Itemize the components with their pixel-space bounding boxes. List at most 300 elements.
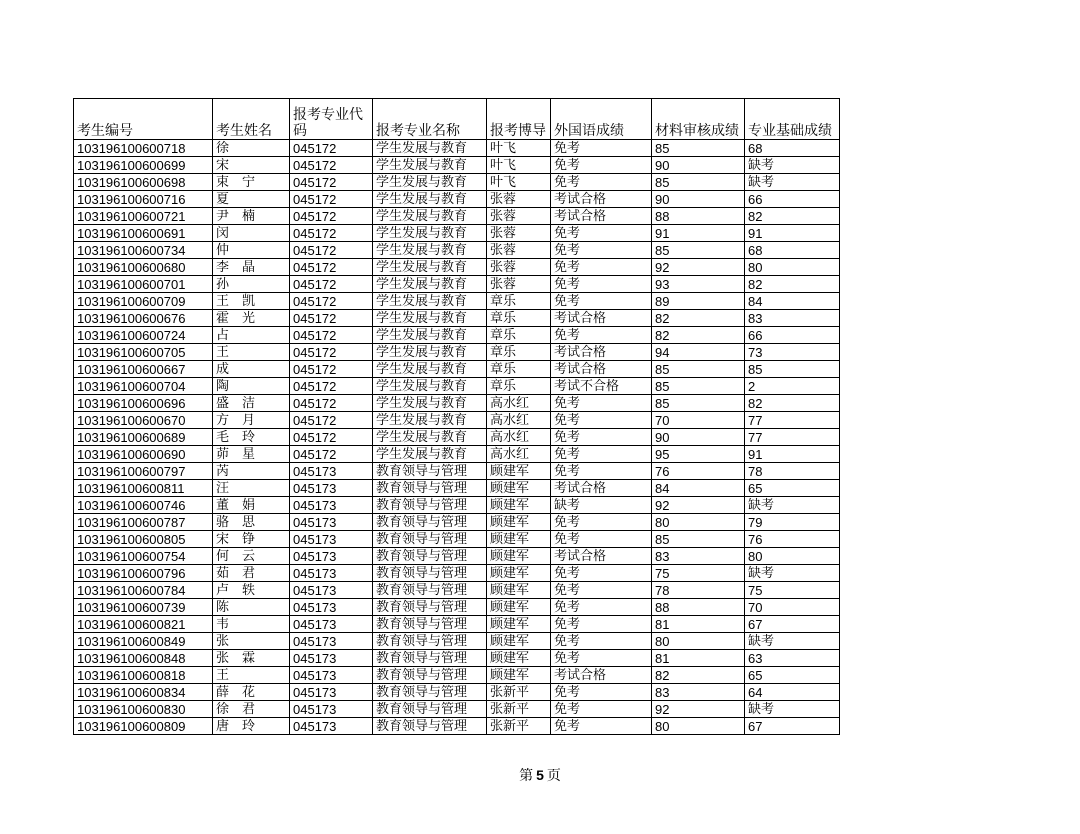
cell-material-review: 78 bbox=[652, 582, 745, 599]
cell-name: 唐 玲 bbox=[213, 718, 290, 735]
cell-foreign-language: 免考 bbox=[551, 225, 652, 242]
cell-major-basics: 66 bbox=[745, 327, 840, 344]
cell-material-review: 88 bbox=[652, 599, 745, 616]
table-row bbox=[74, 548, 840, 565]
table-row bbox=[74, 327, 840, 344]
cell-major-code: 045173 bbox=[290, 548, 373, 565]
cell-material-review: 76 bbox=[652, 463, 745, 480]
cell-major-name: 学生发展与教育 bbox=[373, 174, 487, 191]
cell-major-code: 045172 bbox=[290, 429, 373, 446]
cell-foreign-language: 免考 bbox=[551, 701, 652, 718]
table-row bbox=[74, 225, 840, 242]
cell-material-review: 90 bbox=[652, 429, 745, 446]
cell-foreign-language: 考试合格 bbox=[551, 361, 652, 378]
cell-exam-id: 103196100600718 bbox=[74, 140, 213, 157]
cell-exam-id: 103196100600689 bbox=[74, 429, 213, 446]
cell-major-code: 045173 bbox=[290, 667, 373, 684]
table-row bbox=[74, 446, 840, 463]
cell-name: 茆 星 bbox=[213, 446, 290, 463]
cell-major-code: 045172 bbox=[290, 412, 373, 429]
cell-foreign-language: 免考 bbox=[551, 174, 652, 191]
cell-exam-id: 103196100600690 bbox=[74, 446, 213, 463]
cell-major-code: 045173 bbox=[290, 514, 373, 531]
cell-name: 徐 君 bbox=[213, 701, 290, 718]
cell-exam-id: 103196100600705 bbox=[74, 344, 213, 361]
cell-name: 骆 思 bbox=[213, 514, 290, 531]
table-row bbox=[74, 701, 840, 718]
cell-major-name: 教育领导与管理 bbox=[373, 480, 487, 497]
table-row bbox=[74, 395, 840, 412]
cell-major-basics: 缺考 bbox=[745, 633, 840, 650]
cell-supervisor: 顾建军 bbox=[487, 463, 551, 480]
cell-name: 卢 轶 bbox=[213, 582, 290, 599]
cell-foreign-language: 免考 bbox=[551, 276, 652, 293]
cell-major-basics: 65 bbox=[745, 480, 840, 497]
table-row bbox=[74, 412, 840, 429]
table-row bbox=[74, 429, 840, 446]
cell-major-name: 学生发展与教育 bbox=[373, 191, 487, 208]
cell-supervisor: 张蓉 bbox=[487, 191, 551, 208]
cell-major-code: 045172 bbox=[290, 157, 373, 174]
cell-major-name: 学生发展与教育 bbox=[373, 259, 487, 276]
cell-major-code: 045172 bbox=[290, 395, 373, 412]
cell-material-review: 92 bbox=[652, 497, 745, 514]
cell-major-name: 学生发展与教育 bbox=[373, 276, 487, 293]
cell-name: 汪 bbox=[213, 480, 290, 497]
table-row bbox=[74, 650, 840, 667]
table-row bbox=[74, 684, 840, 701]
cell-foreign-language: 免考 bbox=[551, 140, 652, 157]
cell-major-name: 教育领导与管理 bbox=[373, 514, 487, 531]
table-row bbox=[74, 140, 840, 157]
table-row bbox=[74, 667, 840, 684]
cell-major-name: 学生发展与教育 bbox=[373, 361, 487, 378]
table-row bbox=[74, 378, 840, 395]
cell-exam-id: 103196100600716 bbox=[74, 191, 213, 208]
cell-supervisor: 顾建军 bbox=[487, 667, 551, 684]
cell-major-basics: 80 bbox=[745, 548, 840, 565]
cell-major-name: 教育领导与管理 bbox=[373, 718, 487, 735]
cell-exam-id: 103196100600797 bbox=[74, 463, 213, 480]
cell-major-code: 045173 bbox=[290, 718, 373, 735]
table-body bbox=[74, 140, 840, 735]
cell-material-review: 85 bbox=[652, 531, 745, 548]
cell-supervisor: 张蓉 bbox=[487, 208, 551, 225]
table-row bbox=[74, 276, 840, 293]
cell-name: 茹 君 bbox=[213, 565, 290, 582]
cell-major-name: 学生发展与教育 bbox=[373, 293, 487, 310]
cell-material-review: 84 bbox=[652, 480, 745, 497]
cell-major-code: 045172 bbox=[290, 242, 373, 259]
cell-material-review: 80 bbox=[652, 633, 745, 650]
page-number: 5 bbox=[536, 767, 544, 783]
cell-exam-id: 103196100600691 bbox=[74, 225, 213, 242]
cell-major-code: 045172 bbox=[290, 293, 373, 310]
cell-supervisor: 章乐 bbox=[487, 344, 551, 361]
cell-exam-id: 103196100600739 bbox=[74, 599, 213, 616]
cell-exam-id: 103196100600796 bbox=[74, 565, 213, 582]
table-row bbox=[74, 361, 840, 378]
cell-material-review: 90 bbox=[652, 191, 745, 208]
cell-major-code: 045173 bbox=[290, 565, 373, 582]
cell-supervisor: 章乐 bbox=[487, 361, 551, 378]
cell-material-review: 81 bbox=[652, 650, 745, 667]
cell-foreign-language: 免考 bbox=[551, 684, 652, 701]
table-row bbox=[74, 497, 840, 514]
cell-major-basics: 73 bbox=[745, 344, 840, 361]
cell-major-name: 学生发展与教育 bbox=[373, 225, 487, 242]
cell-exam-id: 103196100600701 bbox=[74, 276, 213, 293]
cell-major-basics: 75 bbox=[745, 582, 840, 599]
header-major-basics: 专业基础成绩 bbox=[745, 99, 840, 140]
cell-major-basics: 80 bbox=[745, 259, 840, 276]
page-footer bbox=[0, 765, 1080, 785]
page-suffix: 页 bbox=[546, 768, 561, 784]
header-supervisor: 报考博导 bbox=[487, 99, 551, 140]
table-row bbox=[74, 514, 840, 531]
cell-name: 张 bbox=[213, 633, 290, 650]
cell-major-name: 教育领导与管理 bbox=[373, 633, 487, 650]
cell-exam-id: 103196100600699 bbox=[74, 157, 213, 174]
cell-name: 闵 bbox=[213, 225, 290, 242]
table-row bbox=[74, 480, 840, 497]
table-row bbox=[74, 157, 840, 174]
cell-supervisor: 顾建军 bbox=[487, 531, 551, 548]
cell-material-review: 85 bbox=[652, 361, 745, 378]
cell-exam-id: 103196100600830 bbox=[74, 701, 213, 718]
cell-material-review: 91 bbox=[652, 225, 745, 242]
table-row bbox=[74, 310, 840, 327]
header-major-code: 报考专业代码 bbox=[290, 99, 373, 140]
cell-supervisor: 顾建军 bbox=[487, 599, 551, 616]
cell-major-code: 045173 bbox=[290, 463, 373, 480]
table-row bbox=[74, 463, 840, 480]
cell-major-basics: 76 bbox=[745, 531, 840, 548]
cell-material-review: 81 bbox=[652, 616, 745, 633]
cell-major-basics: 缺考 bbox=[745, 157, 840, 174]
cell-name: 盛 洁 bbox=[213, 395, 290, 412]
cell-name: 薛 花 bbox=[213, 684, 290, 701]
cell-supervisor: 顾建军 bbox=[487, 633, 551, 650]
header-foreign-language: 外国语成绩 bbox=[551, 99, 652, 140]
table-row bbox=[74, 344, 840, 361]
cell-name: 夏 bbox=[213, 191, 290, 208]
cell-supervisor: 顾建军 bbox=[487, 650, 551, 667]
cell-name: 尹 楠 bbox=[213, 208, 290, 225]
table-row bbox=[74, 174, 840, 191]
cell-foreign-language: 考试合格 bbox=[551, 191, 652, 208]
cell-material-review: 75 bbox=[652, 565, 745, 582]
cell-name: 陈 bbox=[213, 599, 290, 616]
cell-major-basics: 68 bbox=[745, 242, 840, 259]
cell-major-code: 045172 bbox=[290, 225, 373, 242]
cell-foreign-language: 考试合格 bbox=[551, 480, 652, 497]
cell-exam-id: 103196100600784 bbox=[74, 582, 213, 599]
cell-supervisor: 顾建军 bbox=[487, 514, 551, 531]
header-exam-id: 考生编号 bbox=[74, 99, 213, 140]
cell-exam-id: 103196100600746 bbox=[74, 497, 213, 514]
cell-material-review: 80 bbox=[652, 514, 745, 531]
cell-major-basics: 84 bbox=[745, 293, 840, 310]
cell-material-review: 92 bbox=[652, 701, 745, 718]
header-name: 考生姓名 bbox=[213, 99, 290, 140]
cell-major-name: 学生发展与教育 bbox=[373, 242, 487, 259]
cell-supervisor: 高水红 bbox=[487, 429, 551, 446]
cell-major-code: 045172 bbox=[290, 174, 373, 191]
cell-major-name: 教育领导与管理 bbox=[373, 684, 487, 701]
cell-material-review: 94 bbox=[652, 344, 745, 361]
cell-major-basics: 缺考 bbox=[745, 701, 840, 718]
cell-major-basics: 82 bbox=[745, 276, 840, 293]
cell-name: 韦 bbox=[213, 616, 290, 633]
cell-foreign-language: 考试不合格 bbox=[551, 378, 652, 395]
cell-foreign-language: 考试合格 bbox=[551, 667, 652, 684]
cell-exam-id: 103196100600809 bbox=[74, 718, 213, 735]
cell-foreign-language: 免考 bbox=[551, 293, 652, 310]
cell-supervisor: 张蓉 bbox=[487, 225, 551, 242]
cell-material-review: 82 bbox=[652, 327, 745, 344]
table-row bbox=[74, 582, 840, 599]
cell-name: 芮 bbox=[213, 463, 290, 480]
cell-exam-id: 103196100600787 bbox=[74, 514, 213, 531]
cell-major-code: 045172 bbox=[290, 327, 373, 344]
cell-exam-id: 103196100600667 bbox=[74, 361, 213, 378]
cell-major-code: 045173 bbox=[290, 650, 373, 667]
cell-supervisor: 叶飞 bbox=[487, 140, 551, 157]
cell-material-review: 85 bbox=[652, 140, 745, 157]
table-row bbox=[74, 616, 840, 633]
cell-foreign-language: 免考 bbox=[551, 599, 652, 616]
cell-supervisor: 张蓉 bbox=[487, 242, 551, 259]
cell-material-review: 90 bbox=[652, 157, 745, 174]
cell-material-review: 83 bbox=[652, 548, 745, 565]
cell-material-review: 80 bbox=[652, 718, 745, 735]
cell-foreign-language: 考试合格 bbox=[551, 548, 652, 565]
cell-foreign-language: 免考 bbox=[551, 395, 652, 412]
cell-foreign-language: 免考 bbox=[551, 463, 652, 480]
cell-material-review: 85 bbox=[652, 395, 745, 412]
cell-exam-id: 103196100600676 bbox=[74, 310, 213, 327]
cell-major-code: 045172 bbox=[290, 140, 373, 157]
cell-supervisor: 顾建军 bbox=[487, 548, 551, 565]
cell-supervisor: 高水红 bbox=[487, 395, 551, 412]
cell-supervisor: 叶飞 bbox=[487, 174, 551, 191]
cell-name: 陶 bbox=[213, 378, 290, 395]
cell-major-code: 045172 bbox=[290, 378, 373, 395]
table-row bbox=[74, 565, 840, 582]
cell-major-name: 教育领导与管理 bbox=[373, 463, 487, 480]
table-row bbox=[74, 242, 840, 259]
cell-major-basics: 缺考 bbox=[745, 497, 840, 514]
cell-name: 王 bbox=[213, 667, 290, 684]
cell-supervisor: 高水红 bbox=[487, 412, 551, 429]
cell-major-code: 045173 bbox=[290, 633, 373, 650]
cell-supervisor: 张新平 bbox=[487, 684, 551, 701]
cell-name: 孙 bbox=[213, 276, 290, 293]
cell-major-name: 教育领导与管理 bbox=[373, 701, 487, 718]
cell-material-review: 83 bbox=[652, 684, 745, 701]
cell-foreign-language: 免考 bbox=[551, 446, 652, 463]
cell-major-name: 学生发展与教育 bbox=[373, 395, 487, 412]
cell-foreign-language: 免考 bbox=[551, 582, 652, 599]
cell-major-name: 教育领导与管理 bbox=[373, 650, 487, 667]
cell-major-name: 学生发展与教育 bbox=[373, 327, 487, 344]
cell-material-review: 93 bbox=[652, 276, 745, 293]
cell-major-name: 教育领导与管理 bbox=[373, 667, 487, 684]
cell-major-basics: 64 bbox=[745, 684, 840, 701]
cell-name: 毛 玲 bbox=[213, 429, 290, 446]
cell-major-name: 教育领导与管理 bbox=[373, 565, 487, 582]
cell-material-review: 92 bbox=[652, 259, 745, 276]
cell-foreign-language: 免考 bbox=[551, 718, 652, 735]
cell-major-basics: 2 bbox=[745, 378, 840, 395]
table-row bbox=[74, 191, 840, 208]
cell-major-name: 学生发展与教育 bbox=[373, 208, 487, 225]
cell-major-code: 045173 bbox=[290, 480, 373, 497]
cell-supervisor: 顾建军 bbox=[487, 582, 551, 599]
score-table bbox=[73, 98, 840, 735]
cell-major-code: 045173 bbox=[290, 582, 373, 599]
table-row bbox=[74, 599, 840, 616]
cell-major-code: 045173 bbox=[290, 684, 373, 701]
cell-name: 占 bbox=[213, 327, 290, 344]
cell-name: 方 月 bbox=[213, 412, 290, 429]
cell-major-name: 教育领导与管理 bbox=[373, 548, 487, 565]
cell-material-review: 95 bbox=[652, 446, 745, 463]
cell-major-name: 学生发展与教育 bbox=[373, 429, 487, 446]
cell-name: 张 霖 bbox=[213, 650, 290, 667]
cell-major-basics: 77 bbox=[745, 429, 840, 446]
cell-foreign-language: 免考 bbox=[551, 650, 652, 667]
cell-major-basics: 91 bbox=[745, 446, 840, 463]
cell-material-review: 89 bbox=[652, 293, 745, 310]
cell-name: 王 bbox=[213, 344, 290, 361]
cell-major-name: 教育领导与管理 bbox=[373, 582, 487, 599]
cell-name: 董 娟 bbox=[213, 497, 290, 514]
cell-major-code: 045172 bbox=[290, 259, 373, 276]
cell-name: 宋 铮 bbox=[213, 531, 290, 548]
cell-supervisor: 叶飞 bbox=[487, 157, 551, 174]
cell-major-code: 045172 bbox=[290, 276, 373, 293]
cell-major-name: 教育领导与管理 bbox=[373, 531, 487, 548]
cell-major-code: 045172 bbox=[290, 361, 373, 378]
cell-major-basics: 67 bbox=[745, 718, 840, 735]
cell-major-basics: 67 bbox=[745, 616, 840, 633]
cell-name: 仲 bbox=[213, 242, 290, 259]
cell-major-basics: 77 bbox=[745, 412, 840, 429]
cell-exam-id: 103196100600670 bbox=[74, 412, 213, 429]
cell-major-name: 学生发展与教育 bbox=[373, 412, 487, 429]
cell-exam-id: 103196100600754 bbox=[74, 548, 213, 565]
cell-major-name: 教育领导与管理 bbox=[373, 616, 487, 633]
cell-foreign-language: 免考 bbox=[551, 531, 652, 548]
cell-major-code: 045172 bbox=[290, 446, 373, 463]
cell-supervisor: 顾建军 bbox=[487, 565, 551, 582]
cell-foreign-language: 免考 bbox=[551, 412, 652, 429]
cell-supervisor: 顾建军 bbox=[487, 480, 551, 497]
cell-material-review: 85 bbox=[652, 242, 745, 259]
cell-exam-id: 103196100600849 bbox=[74, 633, 213, 650]
cell-material-review: 82 bbox=[652, 667, 745, 684]
header-major-name: 报考专业名称 bbox=[373, 99, 487, 140]
table-row bbox=[74, 259, 840, 276]
cell-foreign-language: 考试合格 bbox=[551, 344, 652, 361]
cell-supervisor: 章乐 bbox=[487, 378, 551, 395]
cell-name: 成 bbox=[213, 361, 290, 378]
cell-major-basics: 79 bbox=[745, 514, 840, 531]
cell-foreign-language: 考试合格 bbox=[551, 208, 652, 225]
cell-major-code: 045172 bbox=[290, 191, 373, 208]
cell-major-name: 学生发展与教育 bbox=[373, 446, 487, 463]
cell-major-name: 教育领导与管理 bbox=[373, 497, 487, 514]
page-prefix: 第 bbox=[519, 768, 534, 784]
cell-supervisor: 高水红 bbox=[487, 446, 551, 463]
cell-supervisor: 顾建军 bbox=[487, 497, 551, 514]
cell-supervisor: 张新平 bbox=[487, 701, 551, 718]
cell-name: 霍 光 bbox=[213, 310, 290, 327]
cell-exam-id: 103196100600818 bbox=[74, 667, 213, 684]
cell-supervisor: 张新平 bbox=[487, 718, 551, 735]
cell-foreign-language: 免考 bbox=[551, 259, 652, 276]
cell-major-basics: 91 bbox=[745, 225, 840, 242]
cell-major-basics: 85 bbox=[745, 361, 840, 378]
cell-exam-id: 103196100600805 bbox=[74, 531, 213, 548]
cell-major-code: 045173 bbox=[290, 616, 373, 633]
cell-major-code: 045172 bbox=[290, 310, 373, 327]
cell-supervisor: 章乐 bbox=[487, 310, 551, 327]
cell-supervisor: 张蓉 bbox=[487, 259, 551, 276]
cell-foreign-language: 免考 bbox=[551, 616, 652, 633]
cell-major-basics: 缺考 bbox=[745, 174, 840, 191]
cell-major-name: 教育领导与管理 bbox=[373, 599, 487, 616]
table-header-row bbox=[74, 99, 840, 140]
cell-major-basics: 82 bbox=[745, 395, 840, 412]
cell-name: 束 宁 bbox=[213, 174, 290, 191]
cell-major-name: 学生发展与教育 bbox=[373, 140, 487, 157]
cell-exam-id: 103196100600698 bbox=[74, 174, 213, 191]
cell-major-code: 045173 bbox=[290, 599, 373, 616]
cell-name: 宋 bbox=[213, 157, 290, 174]
cell-material-review: 70 bbox=[652, 412, 745, 429]
cell-major-basics: 70 bbox=[745, 599, 840, 616]
cell-major-basics: 82 bbox=[745, 208, 840, 225]
cell-exam-id: 103196100600704 bbox=[74, 378, 213, 395]
cell-foreign-language: 免考 bbox=[551, 514, 652, 531]
cell-exam-id: 103196100600709 bbox=[74, 293, 213, 310]
cell-major-basics: 缺考 bbox=[745, 565, 840, 582]
cell-exam-id: 103196100600680 bbox=[74, 259, 213, 276]
cell-foreign-language: 免考 bbox=[551, 327, 652, 344]
cell-material-review: 82 bbox=[652, 310, 745, 327]
cell-major-name: 学生发展与教育 bbox=[373, 157, 487, 174]
cell-exam-id: 103196100600721 bbox=[74, 208, 213, 225]
cell-exam-id: 103196100600848 bbox=[74, 650, 213, 667]
cell-major-name: 学生发展与教育 bbox=[373, 344, 487, 361]
cell-major-name: 学生发展与教育 bbox=[373, 378, 487, 395]
table-row bbox=[74, 718, 840, 735]
cell-major-basics: 65 bbox=[745, 667, 840, 684]
cell-exam-id: 103196100600724 bbox=[74, 327, 213, 344]
cell-major-code: 045173 bbox=[290, 531, 373, 548]
cell-major-basics: 68 bbox=[745, 140, 840, 157]
cell-supervisor: 章乐 bbox=[487, 327, 551, 344]
cell-foreign-language: 免考 bbox=[551, 565, 652, 582]
cell-material-review: 88 bbox=[652, 208, 745, 225]
header-material-review: 材料审核成绩 bbox=[652, 99, 745, 140]
cell-supervisor: 顾建军 bbox=[487, 616, 551, 633]
cell-exam-id: 103196100600834 bbox=[74, 684, 213, 701]
cell-foreign-language: 免考 bbox=[551, 242, 652, 259]
